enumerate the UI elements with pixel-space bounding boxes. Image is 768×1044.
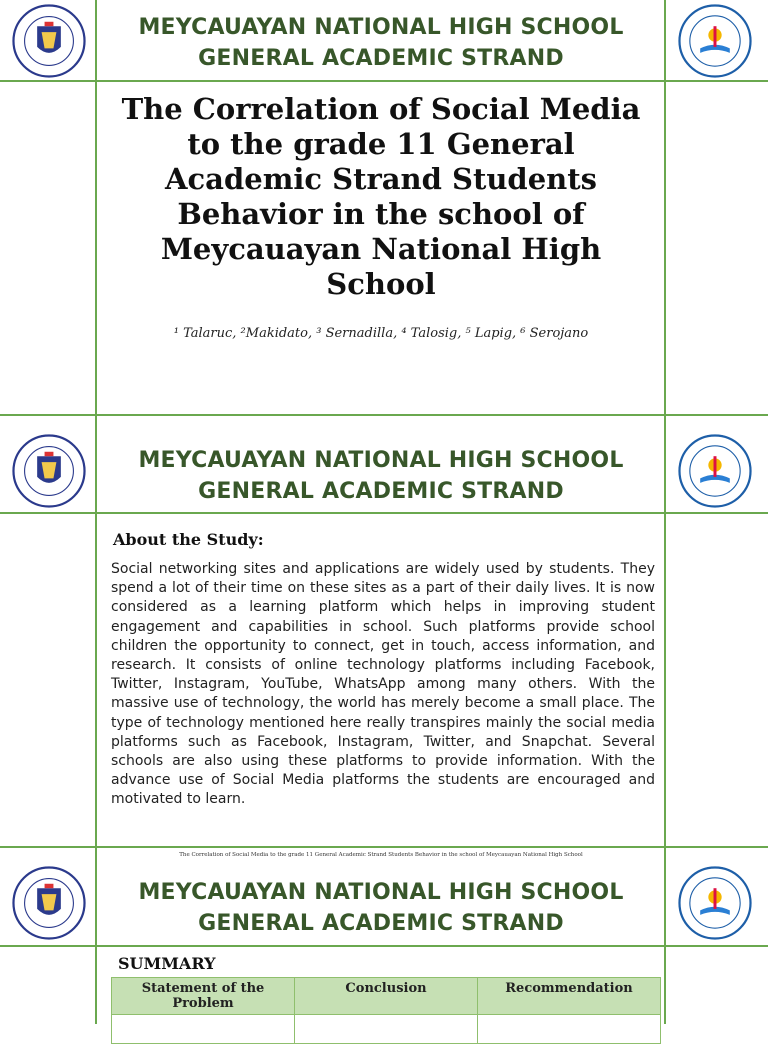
- column-header: Statement of the Problem: [112, 978, 295, 1015]
- about-study-body: Social networking sites and applications are widely used by students. They spend a lot of their time on these sites as a part of their daily lives. It is now considered as a learning platform which helps in improving student engagement and capabilities in school. Such platforms provide school children the opportunity to connect, get in touch, access information, and research. It consists of online technology platforms including Facebook, Twitter, Instagram, YouTube, WhatsApp among many others. With the massive use of technology, the world has merely become a small place. The type of technology mentioned here really transpires mainly the social media platforms such as Facebook, Instagram, Twitter, and Snapchat. Several schools are also using these platforms to provide information. With the advance use of Social Media platforms the students are encouraged and motivated to learn.: [111, 561, 655, 808]
- column-header: Conclusion: [295, 978, 478, 1015]
- deped-seal-logo: [12, 866, 86, 940]
- column-header: Recommendation: [478, 978, 661, 1015]
- strand-name: GENERAL ACADEMIC STRAND: [198, 46, 564, 71]
- strand-name: GENERAL ACADEMIC STRAND: [198, 479, 564, 504]
- table-header-row: [112, 978, 661, 1015]
- summary-heading: SUMMARY: [118, 954, 216, 973]
- deped-seal-logo: [12, 434, 86, 508]
- divider-line: [0, 414, 768, 416]
- authors-line: ¹ Talaruc, ²Makidato, ³ Sernadilla, ⁴ Talosig, ⁵ Lapig, ⁶ Serojano: [173, 326, 589, 341]
- research-title: The Correlation of Social Media to the grade 11 General Academic Strand Students Behavior in the school of Meycauayan National High School: [121, 92, 641, 301]
- summary-table: [111, 977, 661, 1044]
- divider-line: [0, 945, 768, 947]
- table-row: [112, 1015, 661, 1044]
- school-header: [96, 445, 666, 507]
- school-name: MEYCAUAYAN NATIONAL HIGH SCHOOL: [138, 15, 624, 40]
- school-name: MEYCAUAYAN NATIONAL HIGH SCHOOL: [138, 880, 624, 905]
- page-footer-note: The Correlation of Social Media to the grade 11 General Academic Strand Students Behavior in the school of Meycauayan National High School: [179, 852, 583, 858]
- divider-line: [0, 846, 768, 848]
- school-header: [96, 877, 666, 939]
- divider-line: [0, 80, 768, 82]
- deped-seal-logo: [12, 4, 86, 78]
- school-seal-logo: [678, 866, 752, 940]
- school-name: MEYCAUAYAN NATIONAL HIGH SCHOOL: [138, 448, 624, 473]
- school-header: [96, 12, 666, 74]
- about-study-heading: About the Study:: [113, 530, 264, 549]
- school-seal-logo: [678, 434, 752, 508]
- school-seal-logo: [678, 4, 752, 78]
- strand-name: GENERAL ACADEMIC STRAND: [198, 911, 564, 936]
- divider-line: [0, 512, 768, 514]
